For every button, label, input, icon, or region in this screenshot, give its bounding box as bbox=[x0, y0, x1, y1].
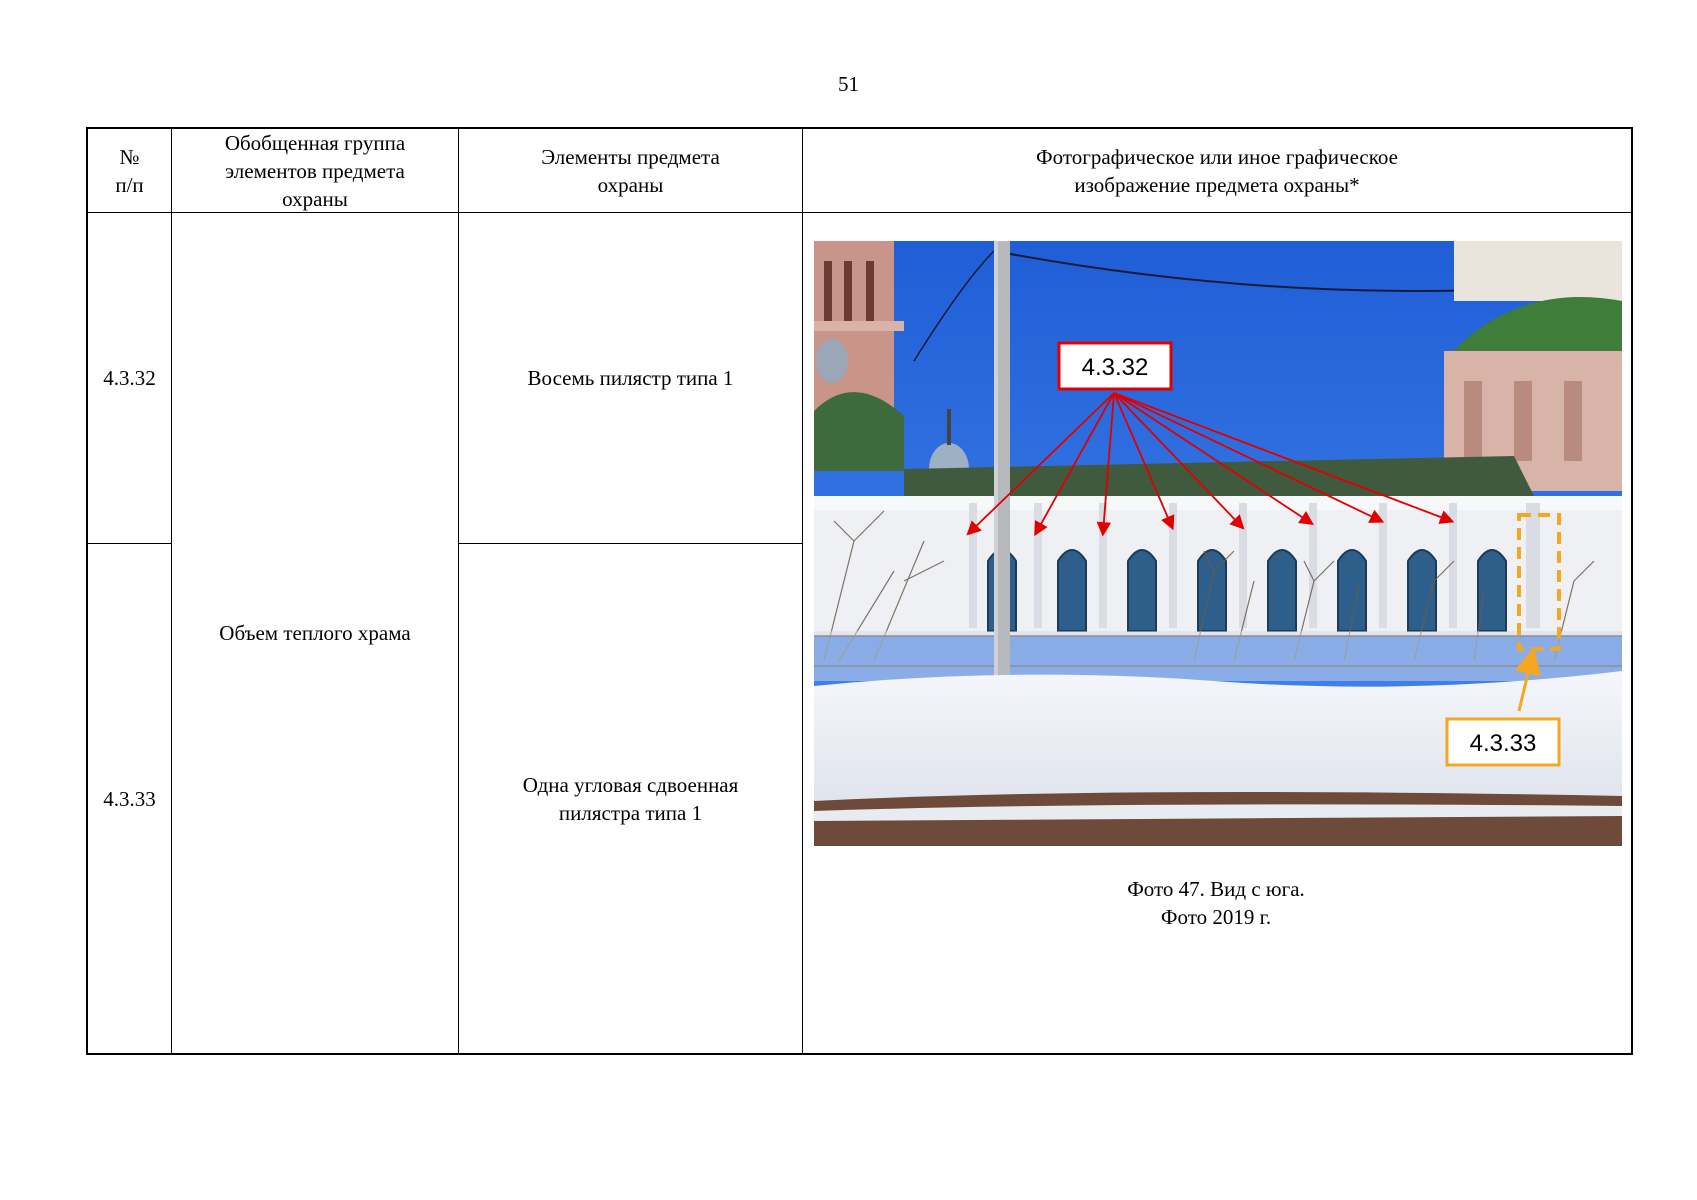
photo-caption bbox=[800, 875, 1632, 931]
page-number: 51 bbox=[838, 72, 859, 96]
header-elements: Элементы предмета охраны bbox=[541, 144, 720, 197]
header-group: Обобщенная группа элементов предмета охраны bbox=[224, 130, 406, 211]
photo-label-orange: 4.3.33 bbox=[1469, 730, 1537, 757]
group-value: Объем теплого храма bbox=[219, 621, 411, 645]
caption-line-2: Фото 2019 г. bbox=[1160, 905, 1272, 929]
church-photo bbox=[814, 241, 1622, 846]
caption-line-1: Фото 47. Вид с юга. bbox=[1127, 877, 1305, 901]
row-2-num: 4.3.33 bbox=[103, 786, 156, 811]
row-2-element: Одна угловая сдвоенная пилястра типа 1 bbox=[522, 772, 739, 825]
row-1-element: Восемь пилястр типа 1 bbox=[527, 366, 734, 390]
header-image: Фотографическое или иное графическое изображение предмета охраны* bbox=[1036, 144, 1398, 197]
table-border-bottom bbox=[86, 1053, 1633, 1055]
row-1-num: 4.3.32 bbox=[103, 366, 156, 390]
header-num: № п/п bbox=[115, 144, 144, 197]
photo-label-red: 4.3.32 bbox=[1081, 354, 1149, 381]
